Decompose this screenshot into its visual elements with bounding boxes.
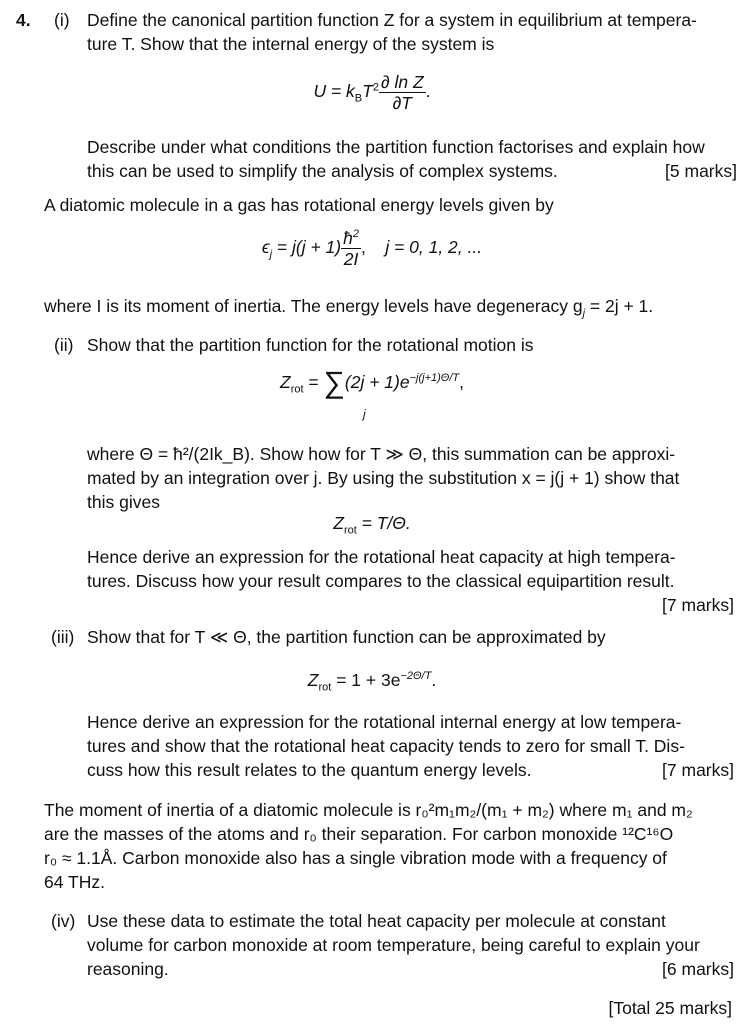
- part-i-text: [87, 8, 737, 56]
- part-ii-line1: Show that the partition function for the rotational motion is: [87, 335, 534, 355]
- high-temp-result: $Z_{rot} = T/\Theta$.: [333, 513, 411, 537]
- part-i-line1: Define the canonical partition function Z for a system in equilibrium at tempera-: [87, 10, 697, 30]
- part-iv-text: Use these data to estimate the total heat capacity per molecule at constant volume for carbon monoxide at room temperature, being careful to explain your reasoning. [6 marks]: [87, 911, 734, 979]
- part-ii-paragraph: where Θ = ħ²/(2Ik_B). Show how for T ≫ Θ, this summation can be approxi- mated by an integration over j. By using the substitution x = j(j + 1) show that this gives: [87, 444, 680, 512]
- sum-index: j: [363, 407, 366, 421]
- part-i-text2: [87, 135, 737, 183]
- internal-energy-equation: $U = k_BT^2$ $\frac{\text{∂ ln Z}}{\partial T}$ .: [313, 72, 431, 113]
- intro-rotational: A diatomic molecule in a gas has rotational energy levels given by: [44, 195, 554, 215]
- part-iii-label: (iii): [51, 627, 75, 647]
- hbar-fraction: $\frac{ħ^2}{2I}$: [343, 228, 359, 269]
- part-iii-marks: [7 marks]: [662, 760, 734, 780]
- data-paragraph: The moment of inertia of a diatomic molecule is r₀²m₁m₂/(m₁ + m₂) where m₁ and m₂ are the masses of the atoms and r₀ their separation. For carbon monoxide ¹²C¹⁶O r₀ ≈ 1.1Å. Carbon monoxide also has a single vibration mode with a frequency of 64 THz.: [44, 800, 693, 892]
- sum-symbol: ∑: [323, 366, 345, 400]
- part-ii-marks: [7 marks]: [662, 595, 734, 615]
- part-iv-marks: [6 marks]: [662, 959, 734, 979]
- low-temp-partition: $Z_{rot} = 1 + 3e^{-2\Theta/T}$.: [307, 670, 437, 694]
- question-number: 4.: [16, 10, 31, 30]
- part-i-text2-line2: this can be used to simplify the analysis of complex systems. [5 marks]: [87, 161, 737, 181]
- energy-fraction: $\frac{\text{∂ ln Z}}{\partial T}$: [380, 72, 424, 113]
- part-ii-question: Hence derive an expression for the rotational heat capacity at high tempera- tures. Discuss how your result compares to the classical equipartition result. [7 marks]: [87, 547, 734, 615]
- intro-degeneracy: where I is its moment of inertia. The energy levels have degeneracy $g_j = 2j + 1$.: [44, 296, 654, 320]
- part-iv-label: (iv): [51, 911, 76, 931]
- part-ii-label: (ii): [54, 335, 74, 355]
- partition-function-sum: $Z_{rot} = \sum(2j + 1)e^{-j(j+1)\Theta/T}$,: [280, 366, 464, 400]
- part-i-label: (i): [54, 10, 70, 30]
- part-iii-line1: Show that for T ≪ Θ, the partition function can be approximated by: [87, 627, 606, 647]
- part-i-line2: ture T. Show that the internal energy of the system is: [87, 34, 495, 54]
- part-i-text2-line1: Describe under what conditions the partition function factorises and explain how: [87, 137, 705, 157]
- energy-levels-equation: $\epsilon_j = j(j + 1)$ $\frac{ħ^2}{2I}$ , j = 0, 1, 2, ...: [261, 228, 483, 269]
- part-iii-paragraph: Hence derive an expression for the rotational internal energy at low tempera- tures and show that the rotational heat capacity tends to zero for small T. Dis- cuss how this result relates to the quantum energy levels. [7 marks]: [87, 712, 734, 780]
- total-marks: [Total 25 marks]: [608, 998, 732, 1018]
- part-i-marks: [5 marks]: [665, 161, 737, 181]
